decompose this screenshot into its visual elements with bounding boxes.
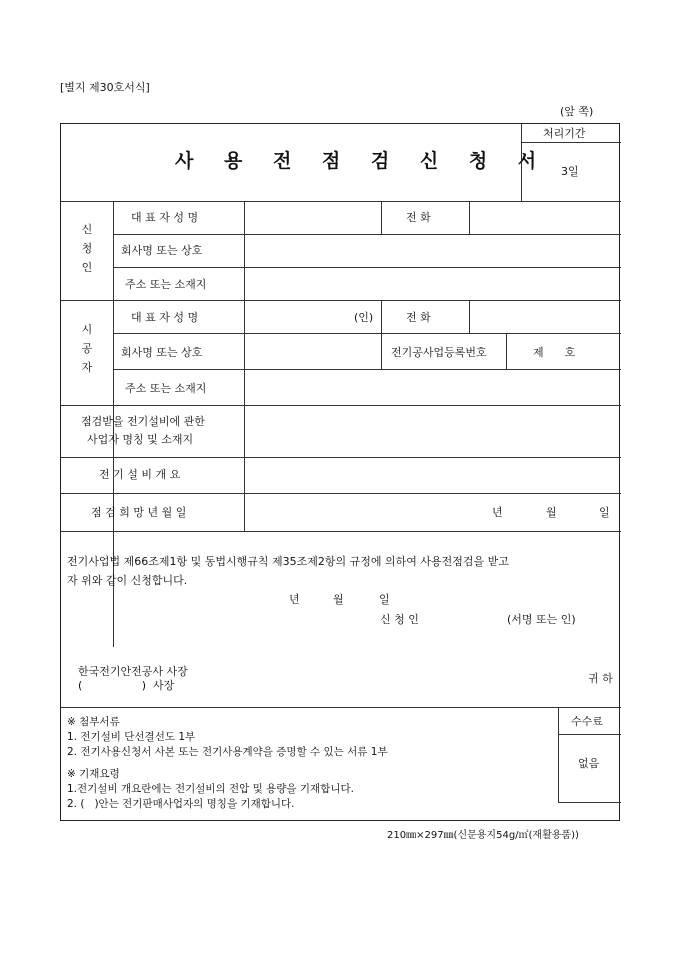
date-month: 월	[333, 593, 344, 606]
attachment-item-1: 1. 전기설비 단선결선도 1부	[67, 731, 196, 743]
recipient-line1: 한국전기안전공사 사장	[78, 665, 188, 678]
processing-period-label: 처리기간	[543, 127, 586, 140]
applicant-phone-label: 전 화	[406, 211, 431, 224]
applicant-signature-label: 신 청 인	[380, 613, 419, 626]
paper-spec: 210㎜×297㎜(신문용지54g/㎡(재활용품))	[387, 830, 579, 841]
applicant-address-label: 주소 또는 소재지	[125, 278, 207, 291]
inspection-month: 월	[546, 506, 557, 519]
attachment-item-2: 2. 전기사용신청서 사본 또는 전기사용계약을 증명할 수 있는 서류 1부	[67, 746, 388, 758]
signature-note: (서명 또는 인)	[507, 613, 576, 626]
contractor-group-label: 시공자	[81, 323, 93, 374]
applicant-group-label: 신청인	[81, 223, 93, 274]
date-year: 년	[289, 593, 300, 606]
contractor-seal-mark: (인)	[354, 311, 374, 324]
form-number-label: [별지 제30호서식]	[60, 81, 150, 94]
attachments-heading: ※ 첨부서류	[67, 716, 120, 728]
contractor-company-label: 회사명 또는 상호	[121, 346, 203, 359]
recipient-line2: ( ) 사장	[78, 679, 175, 692]
facility-owner-label-line2: 사업자 명칭 및 소재지	[87, 433, 194, 446]
contractor-phone-label: 전 화	[406, 311, 431, 324]
contractor-registration-value: 제 호	[533, 346, 576, 359]
date-day: 일	[379, 593, 390, 606]
facility-owner-label-line1: 점검받을 전기설비에 관한	[81, 415, 205, 428]
recipient-honorific: 귀 하	[588, 672, 613, 685]
applicant-company-label: 회사명 또는 상호	[121, 244, 203, 257]
contractor-rep-name-label: 대 표 자 성 명	[131, 311, 199, 324]
instruction-item-2: 2. ( )안는 전기판매사업자의 명칭을 기재합니다.	[67, 798, 295, 810]
instruction-item-1: 1.전기설비 개요란에는 전기설비의 전압 및 용량을 기재합니다.	[67, 783, 354, 795]
processing-period-value: 3일	[561, 165, 579, 178]
facility-overview-label: 전 기 설 비 개 요	[99, 468, 181, 481]
contractor-address-label: 주소 또는 소재지	[125, 382, 207, 395]
fee-label: 수수료	[571, 715, 603, 728]
fee-value: 없음	[578, 757, 600, 770]
applicant-rep-name-label: 대 표 자 성 명	[131, 211, 199, 224]
inspection-year: 년	[492, 506, 503, 519]
statement-line1: 전기사업법 제66조제1항 및 동법시행규칙 제35조제2항의 규정에 의하여 사용전점검을 받고	[67, 555, 509, 568]
page-side-label: (앞 쪽)	[560, 105, 594, 118]
instructions-heading: ※ 기재요령	[67, 768, 120, 780]
inspection-date-label: 점 검 희 망 년 월 일	[91, 506, 187, 519]
inspection-day: 일	[599, 506, 610, 519]
application-form	[60, 123, 620, 821]
form-title: 사 용 전 점 검 신 청 서	[175, 150, 549, 172]
statement-line2: 자 위와 같이 신청합니다.	[67, 574, 188, 587]
contractor-registration-label: 전기공사업등록번호	[391, 346, 487, 359]
